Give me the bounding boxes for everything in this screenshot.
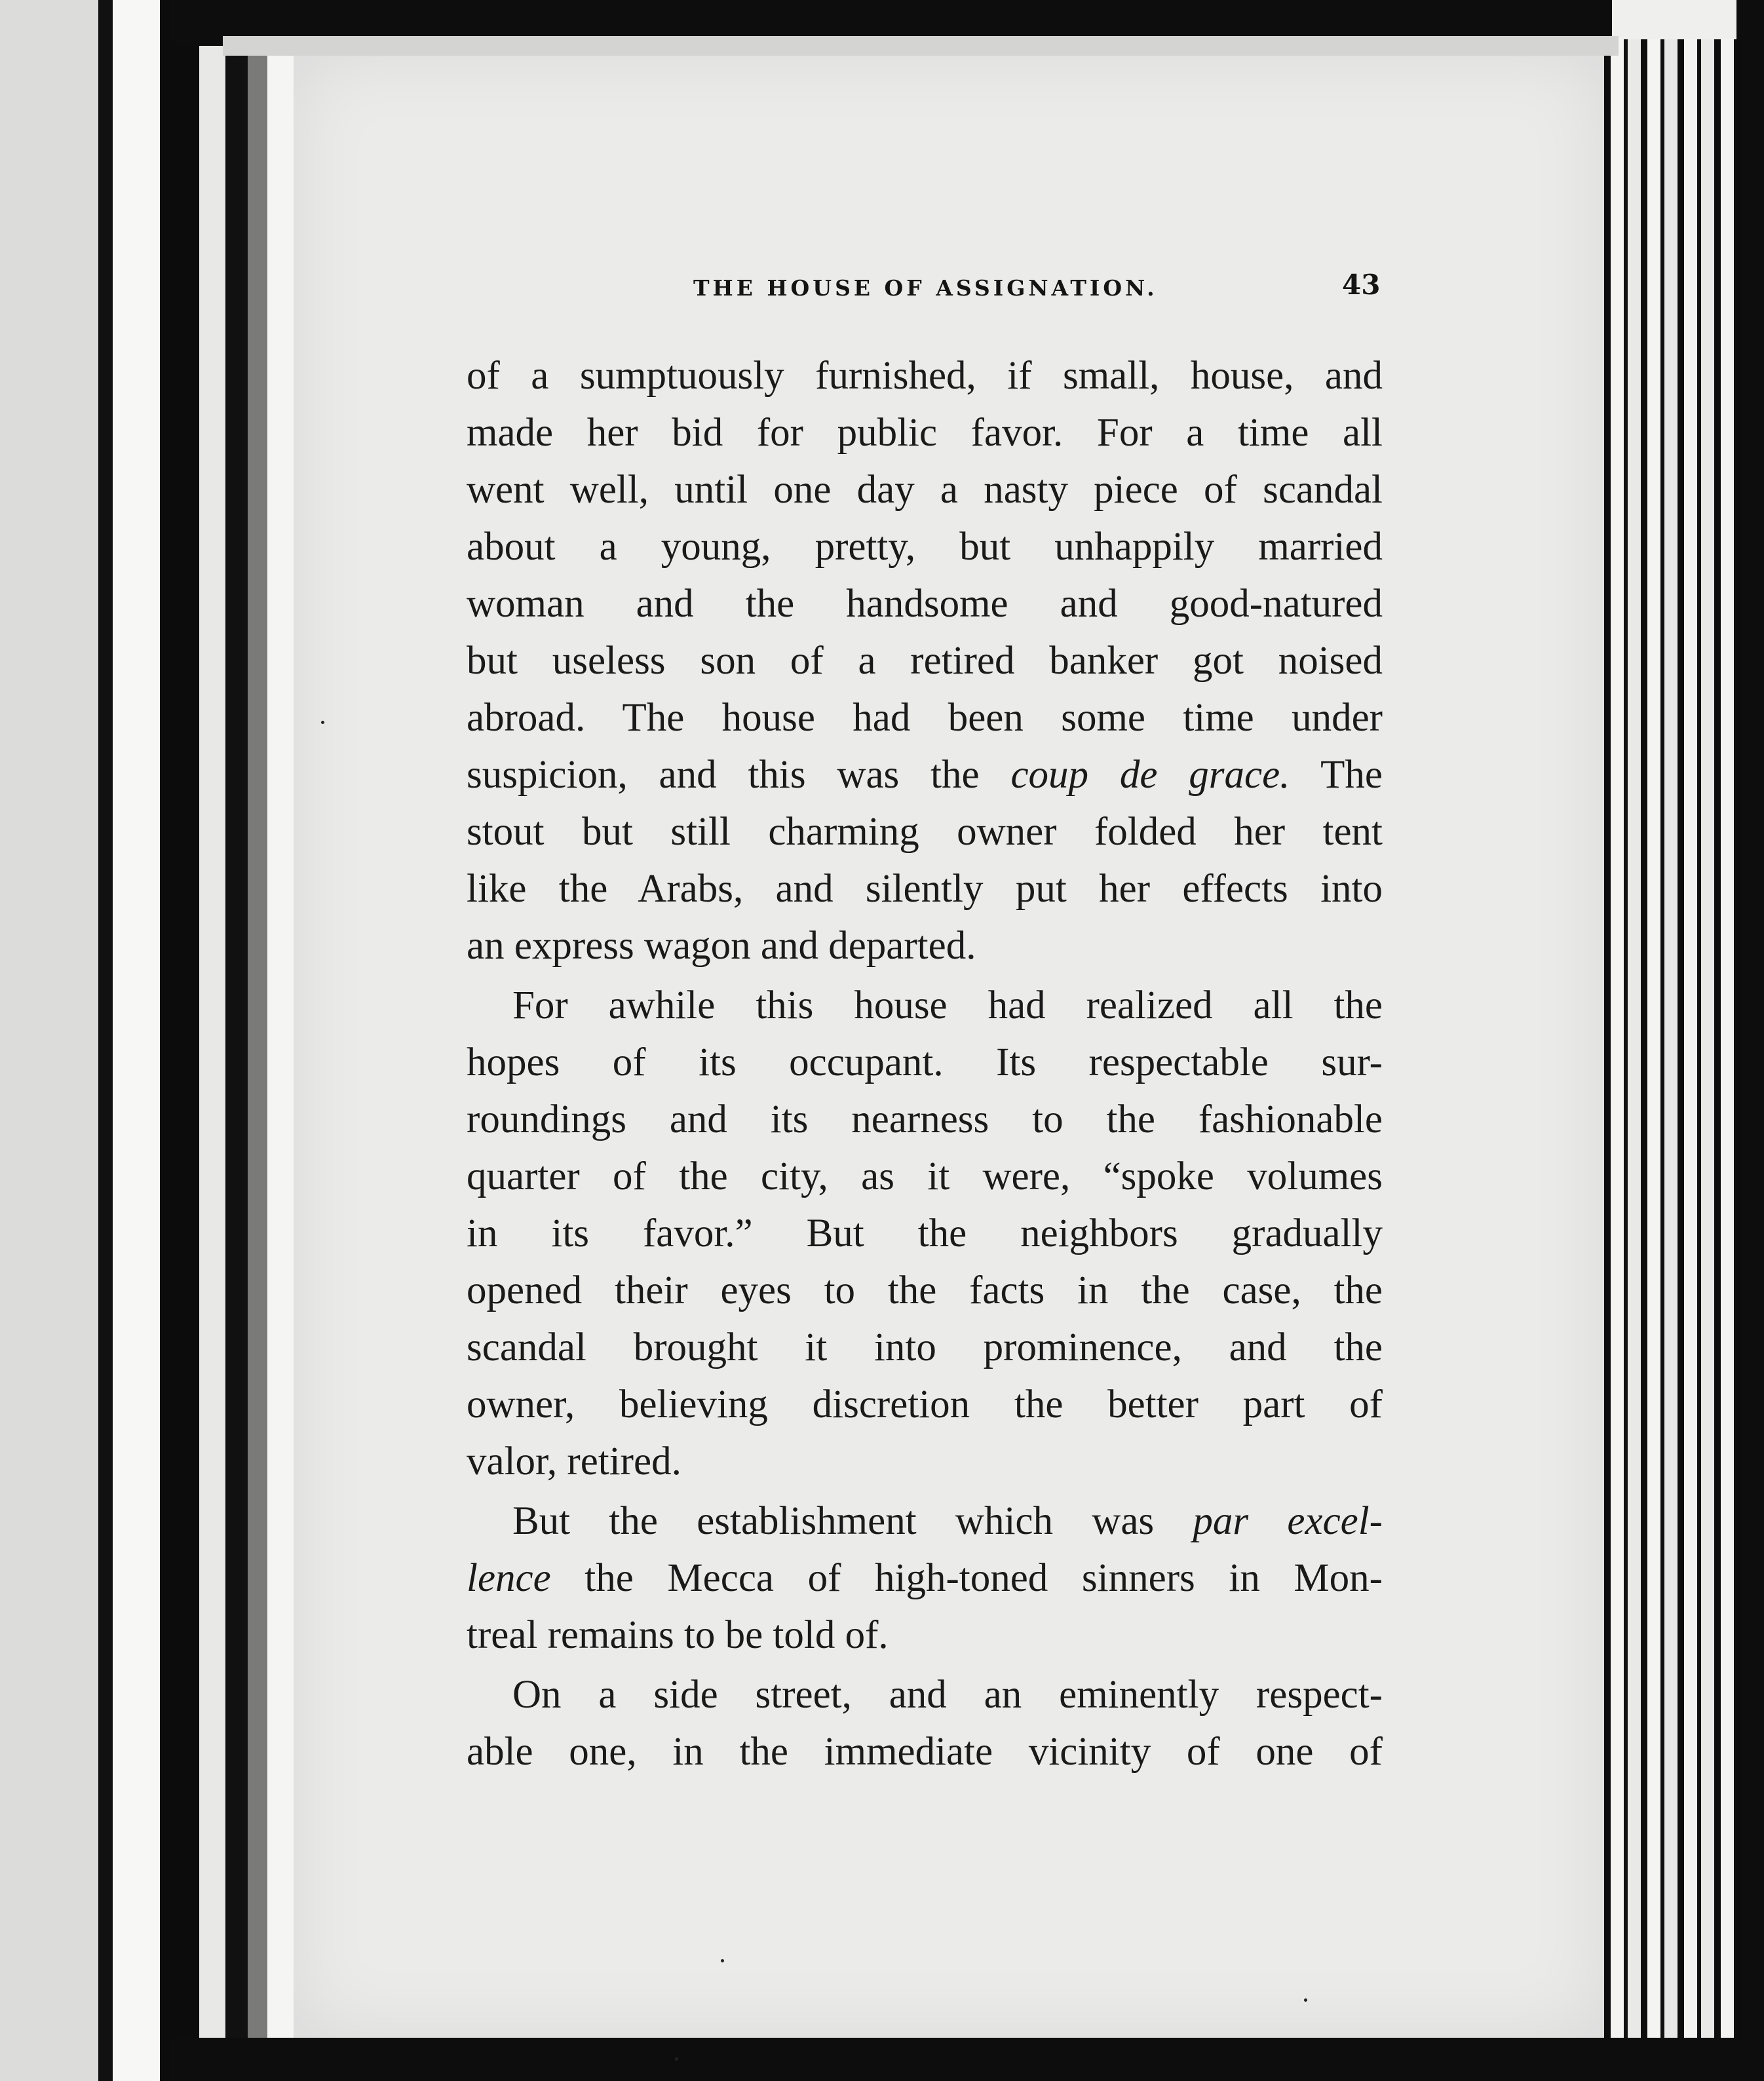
page-top-edge	[223, 36, 1619, 56]
text-run: the Mecca of high-toned sinners in Mon-	[550, 1556, 1383, 1600]
scan-speck	[675, 2057, 678, 2061]
text-line: roundings and its nearness to the fashionable	[467, 1098, 1383, 1141]
text-line: like the Arabs, and silently put her effects into	[467, 867, 1383, 911]
text-line: For awhile this house had realized all the	[512, 983, 1383, 1027]
text-line: On a side street, and an eminently respect-	[512, 1673, 1383, 1717]
text-line	[467, 746, 1383, 803]
scan-speck	[1304, 1998, 1307, 2002]
text-line: about a young, pretty, but unhappily married	[467, 525, 1383, 569]
text-line: made her bid for public favor. For a time all	[467, 411, 1383, 455]
scan-speck	[321, 721, 324, 724]
gutter-highlight	[267, 0, 294, 2081]
italic-phrase: par excel-	[1193, 1499, 1383, 1543]
text-line: an express wagon and departed.	[467, 924, 976, 968]
running-head: THE HOUSE OF ASSIGNATION.	[693, 275, 1158, 301]
italic-phrase: lence	[467, 1556, 551, 1600]
text-line: abroad. The house had been some time under	[467, 696, 1383, 740]
text-line: opened their eyes to the facts in the case, the	[467, 1269, 1383, 1312]
text-line: scandal brought it into prominence, and the	[467, 1326, 1383, 1369]
text-line: but useless son of a retired banker got noised	[467, 639, 1383, 683]
text-run: suspicion, and this was the	[467, 753, 1011, 797]
text-line: able one, in the immediate vicinity of one of	[467, 1730, 1383, 1774]
gutter-shadow	[160, 0, 199, 2081]
gutter-shadow	[248, 0, 267, 2081]
gutter-highlight	[113, 0, 160, 2081]
text-line: quarter of the city, as it were, “spoke volumes	[467, 1155, 1383, 1198]
italic-phrase: coup de grace.	[1010, 753, 1290, 797]
text-run: The	[1290, 753, 1383, 797]
text-line: hopes of its occupant. Its respectable sur-	[467, 1040, 1383, 1084]
text-line: treal remains to be told of.	[467, 1613, 889, 1657]
text-line: in its favor.” But the neighbors gradually	[467, 1212, 1383, 1255]
gutter-shadow	[98, 0, 113, 2081]
text-line: owner, believing discretion the better part of	[467, 1383, 1383, 1426]
gutter-shadow	[225, 0, 248, 2081]
bottom-border	[170, 2038, 1764, 2081]
page-number: 43	[1342, 269, 1381, 301]
text-run: But the establishment which was	[512, 1499, 1193, 1543]
text-line: valor, retired.	[467, 1440, 681, 1483]
facing-page-edge	[0, 0, 98, 2081]
text-line	[467, 1493, 1383, 1550]
body-text	[467, 347, 1383, 1780]
gutter-highlight	[199, 0, 225, 2081]
text-line: stout but still charming owner folded her tent	[467, 810, 1383, 854]
text-line	[467, 1550, 1383, 1607]
right-border	[1736, 0, 1764, 2081]
text-line: went well, until one day a nasty piece of scandal	[467, 468, 1383, 512]
text-line: woman and the handsome and good-natured	[467, 582, 1383, 626]
scan-speck	[721, 1959, 724, 1962]
text-line: of a sumptuously furnished, if small, house, and	[467, 354, 1383, 398]
